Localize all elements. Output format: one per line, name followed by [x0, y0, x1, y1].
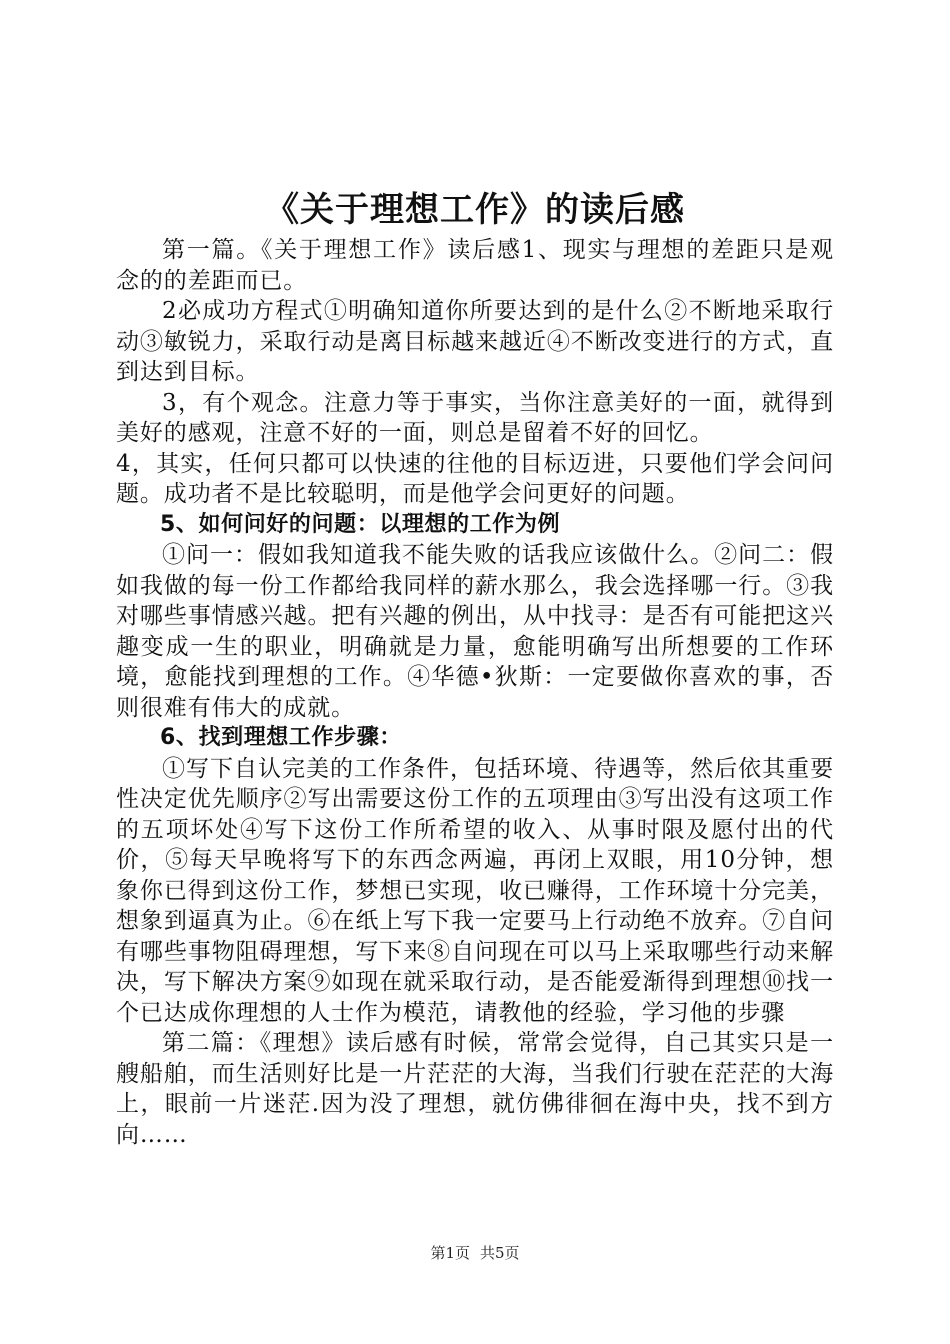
page-number-current: 第1页 — [430, 1244, 470, 1262]
paragraph-attention-concept: 3，有个观念。注意力等于事实，当你注意美好的一面，就得到美好的感观，注意不好的一面，则总是留着不好的回忆。 — [116, 389, 834, 446]
document-title: 《关于理想工作》的读后感 — [265, 190, 685, 230]
document-body — [116, 235, 834, 1150]
paragraph-second-article-intro: 第二篇：《理想》读后感有时候，常常会觉得，自己其实只是一艘船舶，而生活则好比是一片茫茫的大海，当我们行驶在茫茫的大海上，眼前一片迷茫.因为没了理想，就仿佛徘徊在海中央，找不到方向…… — [116, 1030, 834, 1148]
page-footer — [0, 1243, 950, 1263]
paragraph-ask-questions: 4，其实，任何只都可以快速的往他的目标迈进，只要他们学会问问题。成功者不是比较聪明，而是他学会问更好的问题。 — [116, 450, 834, 507]
section-heading-job-steps: 6、找到理想工作步骤： — [160, 725, 402, 750]
paragraph-job-steps-list: ①写下自认完美的工作条件，包括环境、待遇等，然后依其重要性决定优先顺序②写出需要这份工作的五项理由③写出没有这项工作的五项坏处④写下这份工作所希望的收入、从事时限及愿付出的代价，⑤每天早晚将写下的东西念两遍，再闭上双眼，用10分钟，想象你已得到这份工作，梦想已实现，收已赚得，工作环境十分完美，想象到逼真为止。⑥在纸上写下我一定要马上行动绝不放弃。⑦自问有哪些事物阻碍理想，写下来⑧自问现在可以马上采取哪些行动来解决，写下解决方案⑨如现在就采取行动，是否能爱渐得到理想⑩找一个已达成你理想的人士作为模范，请教他的经验，学习他的步骤 — [116, 755, 834, 1026]
section-heading-good-questions: 5、如何问好的问题：以理想的工作为例 — [160, 511, 561, 537]
page-number-total: 共5页 — [480, 1244, 520, 1262]
paragraph-first-article-intro: 第一篇。《关于理想工作》读后感1、现实与理想的差距只是观念的的差距而已。 — [116, 237, 834, 294]
paragraph-question-examples: ①问一：假如我知道我不能失败的话我应该做什么。②问二：假如我做的每一份工作都给我同样的薪水那么，我会选择哪一行。③我对哪些事情感兴越。把有兴趣的例出，从中找寻：是否有可能把这兴趣变成一生的职业，明确就是力量，愈能明确写出所想要的工作环境，愈能找到理想的工作。④华德•狄斯：一定要做你喜欢的事，否则很难有伟大的成就。 — [116, 542, 834, 721]
paragraph-success-formula: 2必成功方程式①明确知道你所要达到的是什么②不断地采取行动③敏锐力，采取行动是离目标越来越近④不断改变进行的方式，直到达到目标。 — [116, 298, 834, 385]
